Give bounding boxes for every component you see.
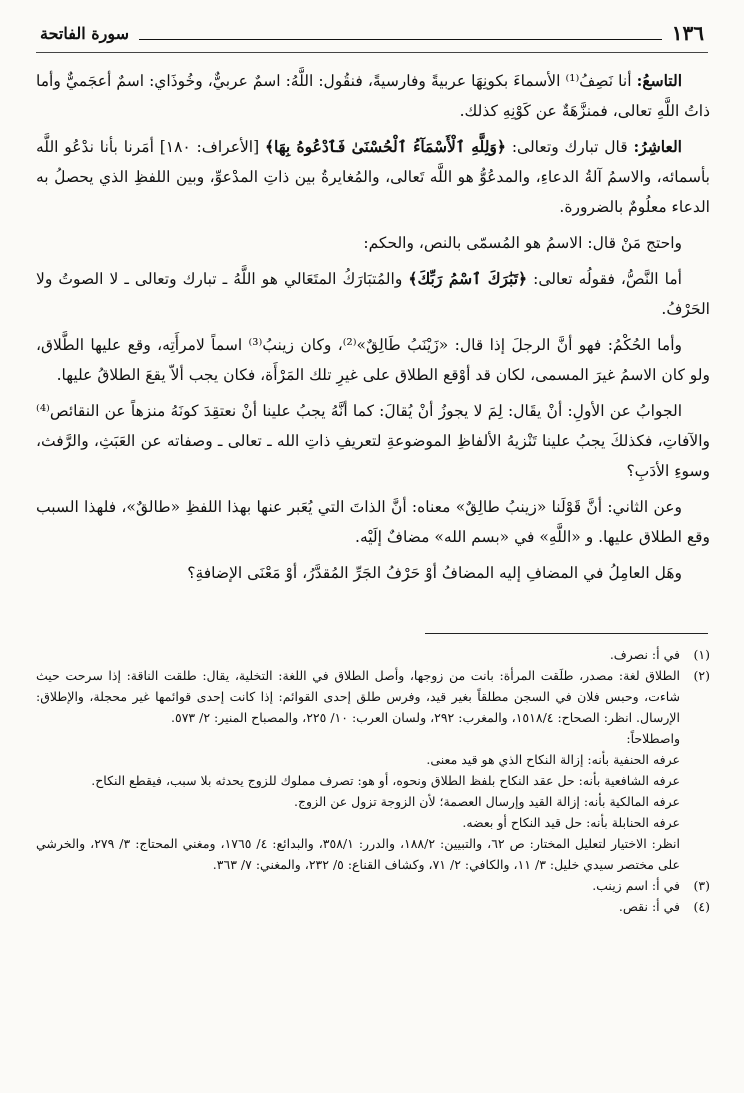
nass-lead: أما النَّصُّ، فقولُه تعالى:: [533, 270, 682, 288]
footnote-2-hanbali: عرفه الحنابلة بأنه: حل قيد النكاح أو بعضه.: [462, 815, 680, 830]
footnote-separator: [425, 633, 708, 634]
footnote-2: [36, 665, 710, 728]
term-tenth: العاشِرُ:: [633, 137, 682, 156]
tenth-intro: قال تبارك وتعالى:: [511, 138, 628, 156]
paragraph-ninth: [36, 66, 710, 126]
footnote-2-references: انظر: الاختيار لتعليل المختار: ص ٦٢، والتبيين: ١٨٨/٢، والدرر: ٣٥٨/١، والبدائع: ٤/ ١٧٦٥، ومغني المحتاج: ٣/ ٢٧٩، والخرشي على مختصر سيدي خليل: ٣/ ١١، والكافي: ٢/ ٧١، وكشاف القناع: ٥/ ٢٣٢، والمغني: ٧/ ٣٦٣.: [36, 836, 680, 872]
header-rule: [139, 39, 662, 40]
tenth-text: [الأعراف: ١٨٠] أمَرنا بأنا ندْعُو اللَّه بأسمائه، والاسمُ آلةُ الدعاءِ، والمدعُوُّ هو اللَّه تَعالى، والمُغايرةُ بين ذاتِ المدْعوِّ، وبين اللفظِ الذي يحصلُ به الدعاء معلُومٌ بالضرورة.: [36, 138, 710, 216]
footnote-2-maliki: عرفه المالكية بأنه: إزالة القيد وإرسال العصمة؛ لأن الزوجة تزول عن الزوج.: [294, 794, 680, 809]
quran-verse-tabaraka: ﴿تَبَٰرَكَ ٱسْمُ رَبِّكَ﴾: [408, 269, 528, 288]
footnote-text: الطلاق لغة: مصدر، طلَقت المرأة: بانت من زوجها، وأصل الطلاق في اللغة: التخلية، يقال: طلقت الناقة: إذا سرحت حيث شاءت، وحبس فلان في السجن مطلقاً بغير قيد، وفرس طلق إحدى القوائم: إذا كانت إحدى قوائمها غير محجلة، والإطلاق: الإرسال. انظر: الصحاح: ١٥١٨/٤، والمغرب: ٢٩٢، ولسان العرب: ١٠/ ٢٢٥، والمصباح المنير: ٢/ ٥٧٣.: [36, 668, 680, 725]
paragraph-answer-second: وعن الثاني: أنَّ قَوْلَنا «زينبُ طالِقٌ» معناه: أنَّ الذاتَ التي يُعَبر عنها بهذا اللفظِ «طالقٌ»، فلهذا السبب وقع الطلاق عليها. و «اللَّهِ» في «بسم الله» مضافٌ إلَيْه.: [36, 498, 710, 546]
footnote-number: (١): [693, 647, 710, 662]
page-number: ١٣٦: [671, 21, 704, 45]
footnote-text: في أ: اسم زينب.: [592, 878, 680, 893]
surah-title: سورة الفاتحة: [40, 23, 129, 43]
paragraph-argument: واحتج مَنْ قال: الاسمُ هو المُسمّى بالنص، والحكم:: [363, 234, 682, 252]
footnote-4: [36, 896, 710, 917]
paragraph-answer-first: الجوابُ عن الأولِ: أنْ يقَال: لِمَ لا يجوزُ أنْ يُقالَ: كما أنَّهُ يجبُ علينا أنْ نعتقِدَ كونَهُ منزهاً عن النقائص⁽⁴⁾ والآفاتِ، فكذلكَ يجبُ علينا تَنْزيهُ الألفاظِ الموضوعةِ لتعريفِ ذاتِ الله ـ تعالى ـ وصفاته عن العَبَثِ، والرَّفث، وسوءِ الأدَبِ؟: [36, 402, 710, 480]
footnote-3: [36, 875, 710, 896]
paragraph-tenth: [36, 132, 710, 222]
footnote-2-hanafi: عرفه الحنفية بأنه: إزالة النكاح الذي هو قيد معنى.: [426, 752, 680, 767]
footnotes: [36, 644, 710, 917]
footnote-text: في أ: نصرف.: [609, 647, 680, 662]
paragraph-hukm: وأما الحُكْمُ: فهو أنَّ الرجلَ إذا قال: «زَيْنَبُ طَالِقٌ»⁽²⁾، وكان زينبُ⁽³⁾ اسماً لامرأَتِه، وقع عليها الطَّلاق، ولو كان الاسمُ غيرَ المسمى، لكان قد أوْقع الطلاق على غيرِ تلك المَرْأَة، فكان يجب ألاّ يقعَ الطلاقُ عليها.: [36, 336, 710, 384]
ninth-text: أنا نَصِفُ⁽¹⁾ الأسماءَ بكونِهَا عربيةً وفارسيةً، فنقُول: اللَّهُ: اسمٌ عربيٌّ، وخُوذَاي: اسمٌ أعجَميٌّ وأما ذاتُ اللَّهِ تعالى، فمنزَّهَةٌ عن كَوْنِهِ كذلك.: [36, 72, 710, 120]
quran-verse-araf: ﴿وَلِلَّهِ ٱلْأَسْمَآءُ ٱلْحُسْنَىٰ فَٱدْعُوهُ بِهَا﴾: [264, 137, 506, 156]
nass-text: والمُتبَارَكُ المتَعَالي هو اللَّهُ ـ تبارك وتعالى ـ لا الصوتُ ولا الحَرْفُ.: [36, 270, 710, 318]
footnote-number: (٢): [693, 668, 710, 683]
paragraph-question: وهَل العامِلُ في المضافِ إليه المضافُ أوْ حَرْفُ الجَرِّ المُقدَّرُ، أوْ مَعْنَى الإضافةِ؟: [187, 564, 682, 582]
footnote-2-shafii: عرفه الشافعية بأنه: حل عقد النكاح بلفظ الطلاق ونحوه، أو هو: تصرف مملوك للزوج يحدثه بلا سبب، فيقطع النكاح.: [91, 773, 680, 788]
term-ninth: التاسعُ:: [636, 71, 682, 90]
footnote-text: في أ: نقص.: [618, 899, 680, 914]
footnote-number: (٤): [693, 899, 710, 914]
footnote-number: (٣): [693, 878, 710, 893]
footnote-1: [36, 644, 710, 665]
footnote-2-istilahan: واصطلاحاً:: [626, 731, 680, 746]
header-underline: [36, 52, 708, 53]
main-text: [36, 66, 710, 594]
page-header: [40, 18, 704, 48]
paragraph-nass: [36, 264, 710, 324]
